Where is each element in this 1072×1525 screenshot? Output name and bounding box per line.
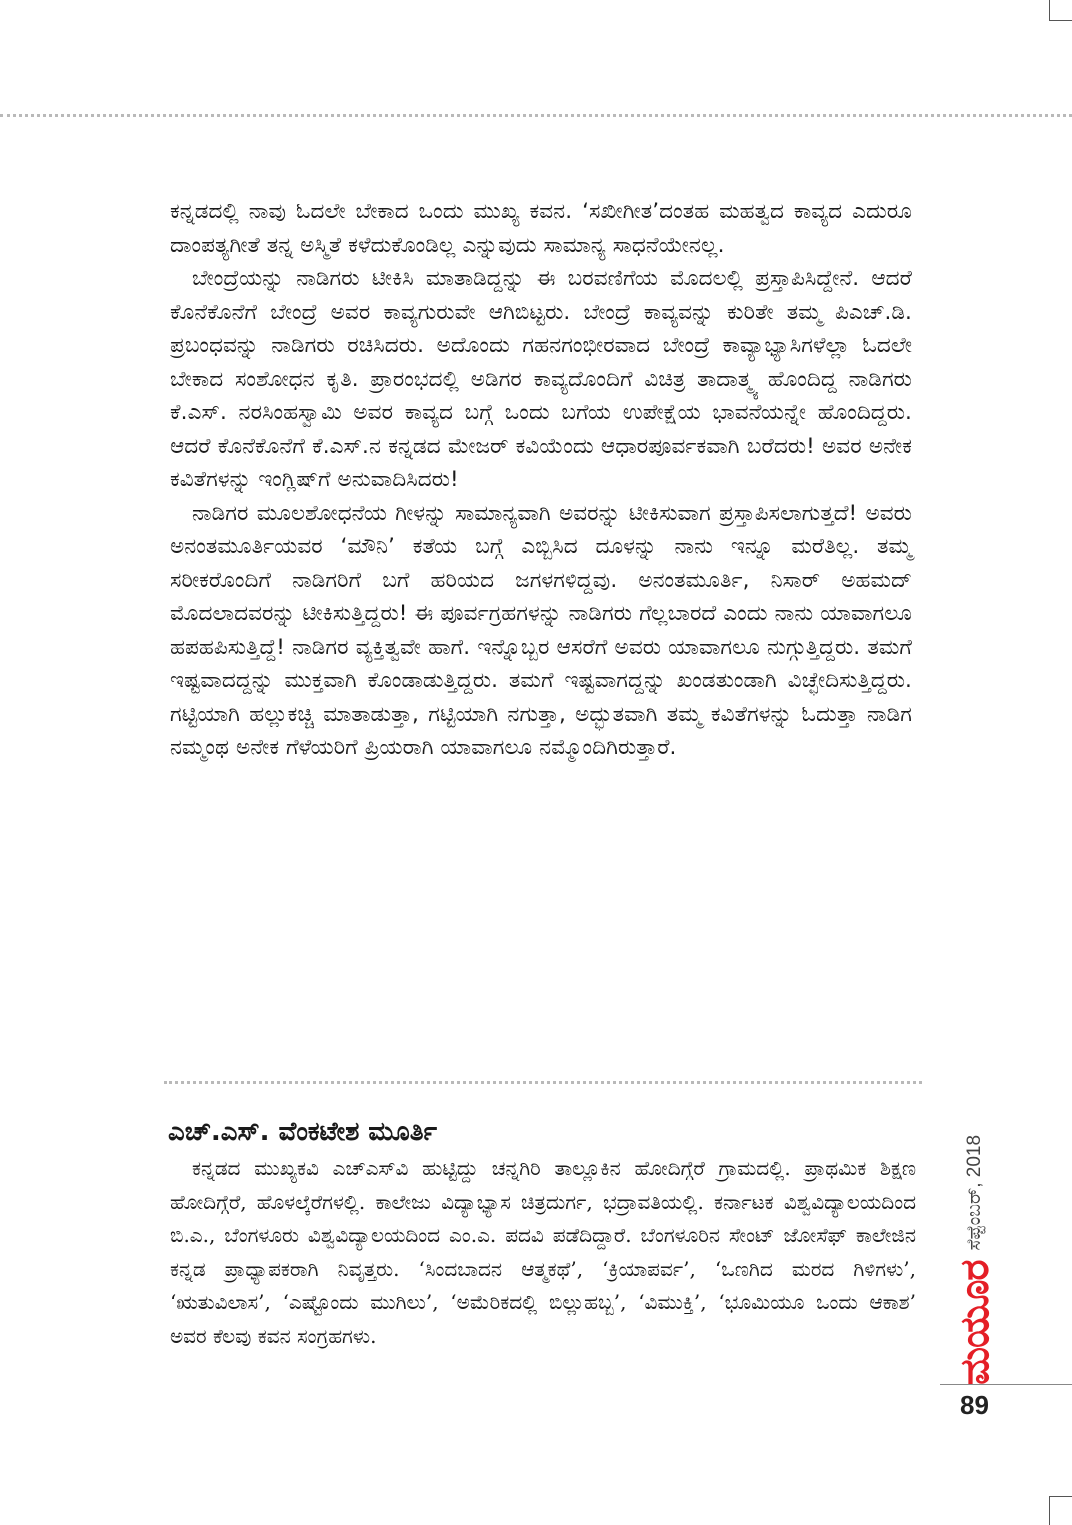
page-number-rule [940, 1384, 1072, 1385]
article-paragraph-1: ಕನ್ನಡದಲ್ಲಿ ನಾವು ಓದಲೇ ಬೇಕಾದ ಒಂದು ಮುಖ್ಯ ಕವನ. ‘ಸಖೀಗೀತ’ದಂತಹ ಮಹತ್ವದ ಕಾವ್ಯದ ಎದುರೂ ದಾಂಪತ್ಯಗೀತೆ ತನ್ನ ಅಸ್ಮಿತೆ ಕಳೆದುಕೊಂಡಿಲ್ಲ ಎನ್ನುವುದು ಸಾಮಾನ್ಯ ಸಾಧನೆಯೇನಲ್ಲ. [170, 199, 912, 258]
article-paragraph-3: ನಾಡಿಗರ ಮೂಲಶೋಧನೆಯ ಗೀಳನ್ನು ಸಾಮಾನ್ಯವಾಗಿ ಅವರನ್ನು ಟೀಕಿಸುವಾಗ ಪ್ರಸ್ತಾಪಿಸಲಾಗುತ್ತದೆ! ಅವರು ಅನಂತಮೂರ್ತಿಯವರ ‘ಮೌನಿ’ ಕತೆಯ ಬಗ್ಗೆ ಎಬ್ಬಿಸಿದ ದೂಳನ್ನು ನಾನು ಇನ್ನೂ ಮರೆತಿಲ್ಲ. ತಮ್ಮ ಸರೀಕರೊಂದಿಗೆ ನಾಡಿಗರಿಗೆ ಬಗೆ ಹರಿಯದ ಜಗಳಗಳಿದ್ದವು. ಅನಂತಮೂರ್ತಿ, ನಿಸಾರ್ ಅಹಮದ್ ಮೊದಲಾದವರನ್ನು ಟೀಕಿಸುತ್ತಿದ್ದರು! ಈ ಪೂರ್ವಗ್ರಹಗಳನ್ನು ನಾಡಿಗರು ಗೆಲ್ಲಬಾರದೆ ಎಂದು ನಾನು ಯಾವಾಗಲೂ ಹಪಹಪಿಸುತ್ತಿದ್ದೆ! ನಾಡಿಗರ ವ್ಯಕ್ತಿತ್ವವೇ ಹಾಗೆ. ಇನ್ನೊಬ್ಬರ ಆಸರೆಗೆ ಅವರು ಯಾವಾಗಲೂ ನುಗ್ಗುತ್ತಿದ್ದರು. ತಮಗೆ ಇಷ್ಟವಾದದ್ದನ್ನು ಮುಕ್ತವಾಗಿ ಕೊಂಡಾಡುತ್ತಿದ್ದರು. ತಮಗೆ ಇಷ್ಟವಾಗದ್ದನ್ನು ಖಂಡತುಂಡಾಗಿ ವಿಚ್ಛೇದಿಸುತ್ತಿದ್ದರು. ಗಟ್ಟಿಯಾಗಿ ಹಲ್ಲುಕಚ್ಚಿ ಮಾತಾಡುತ್ತಾ, ಗಟ್ಟಿಯಾಗಿ ನಗುತ್ತಾ, ಅದ್ಭುತವಾಗಿ ತಮ್ಮ ಕವಿತೆಗಳನ್ನು ಓದುತ್ತಾ ನಾಡಿಗ ನಮ್ಮಂಥ ಅನೇಕ ಗೆಳೆಯರಿಗೆ ಪ್ರಿಯರಾಗಿ ಯಾವಾಗಲೂ ನಮ್ಮೊಂದಿಗಿರುತ್ತಾರೆ. [170, 500, 912, 760]
magazine-sidebar [952, 1085, 998, 1385]
page-number: 89 [960, 1390, 989, 1420]
article-body [170, 195, 912, 765]
author-name: ಎಚ್.ಎಸ್. ವೆಂಕಟೇಶ ಮೂರ್ತಿ [168, 1117, 437, 1147]
article-paragraph-2: ಬೇಂದ್ರೆಯನ್ನು ನಾಡಿಗರು ಟೀಕಿಸಿ ಮಾತಾಡಿದ್ದನ್ನು ಈ ಬರವಣಿಗೆಯ ಮೊದಲಲ್ಲಿ ಪ್ರಸ್ತಾಪಿಸಿದ್ದೇನೆ. ಆದರೆ ಕೊನೆಕೊನೆಗೆ ಬೇಂದ್ರೆ ಅವರ ಕಾವ್ಯಗುರುವೇ ಆಗಿಬಿಟ್ಟರು. ಬೇಂದ್ರೆ ಕಾವ್ಯವನ್ನು ಕುರಿತೇ ತಮ್ಮ ಪಿಎಚ್.ಡಿ. ಪ್ರಬಂಧವನ್ನು ನಾಡಿಗರು ರಚಿಸಿದರು. ಅದೊಂದು ಗಹನಗಂಭೀರವಾದ ಬೇಂದ್ರೆ ಕಾವ್ಯಾಭ್ಯಾಸಿಗಳೆಲ್ಲಾ ಓದಲೇ ಬೇಕಾದ ಸಂಶೋಧನ ಕೃತಿ. ಪ್ರಾರಂಭದಲ್ಲಿ ಅಡಿಗರ ಕಾವ್ಯದೊಂದಿಗೆ ವಿಚಿತ್ರ ತಾದಾತ್ಮ್ಯ ಹೊಂದಿದ್ದ ನಾಡಿಗರು ಕೆ.ಎಸ್. ನರಸಿಂಹಸ್ವಾಮಿ ಅವರ ಕಾವ್ಯದ ಬಗ್ಗೆ ಒಂದು ಬಗೆಯ ಉಪೇಕ್ಷೆಯ ಭಾವನೆಯನ್ನೇ ಹೊಂದಿದ್ದರು. ಆದರೆ ಕೊನೆಕೊನೆಗೆ ಕೆ.ಎಸ್.ನ ಕನ್ನಡದ ಮೇಜರ್ ಕವಿಯೆಂದು ಆಧಾರಪೂರ್ವಕವಾಗಿ ಬರೆದರು! ಅವರ ಅನೇಕ ಕವಿತೆಗಳನ್ನು ಇಂಗ್ಲಿಷ್‌ಗೆ ಅನುವಾದಿಸಿದರು! [170, 266, 912, 492]
crop-mark-top-right [1049, 0, 1072, 21]
author-bio: ಕನ್ನಡದ ಮುಖ್ಯಕವಿ ಎಚ್‌ಎಸ್‌ವಿ ಹುಟ್ಟಿದ್ದು ಚನ್ನಗಿರಿ ತಾಲ್ಲೂಕಿನ ಹೋದಿಗ್ಗೆರೆ ಗ್ರಾಮದಲ್ಲಿ. ಪ್ರಾಥಮಿಕ ಶಿಕ್ಷಣ ಹೋದಿಗ್ಗೆರೆ, ಹೊಳಲ್ಕೆರೆಗಳಲ್ಲಿ. ಕಾಲೇಜು ವಿದ್ಯಾಭ್ಯಾಸ ಚಿತ್ರದುರ್ಗ, ಭದ್ರಾವತಿಯಲ್ಲಿ. ಕರ್ನಾಟಕ ವಿಶ್ವವಿದ್ಯಾಲಯದಿಂದ ಬಿ.ಎ., ಬೆಂಗಳೂರು ವಿಶ್ವವಿದ್ಯಾಲಯದಿಂದ ಎಂ.ಎ. ಪದವಿ ಪಡೆದಿದ್ದಾರೆ. ಬೆಂಗಳೂರಿನ ಸೇಂಟ್ ಜೋಸೆಫ್ ಕಾಲೇಜಿನ ಕನ್ನಡ ಪ್ರಾಧ್ಯಾಪಕರಾಗಿ ನಿವೃತ್ತರು. ‘ಸಿಂದಬಾದನ ಆತ್ಮಕಥೆ’, ‘ಕ್ರಿಯಾಪರ್ವ’, ‘ಒಣಗಿದ ಮರದ ಗಿಳಿಗಳು’, ‘ಋತುವಿಲಾಸ’, ‘ಎಷ್ಟೊಂದು ಮುಗಿಲು’, ‘ಅಮೆರಿಕದಲ್ಲಿ ಬಿಲ್ಲುಹಬ್ಬ’, ‘ವಿಮುಕ್ತಿ’, ‘ಭೂಮಿಯೂ ಒಂದು ಆಕಾಶ’ ಅವರ ಕೆಲವು ಕವನ ಸಂಗ್ರಹಗಳು. [170, 1156, 916, 1348]
issue-date: ಸೆಪ್ಟೆಂಬರ್, 2018 [964, 1134, 985, 1251]
crop-mark-bottom-right [1049, 1496, 1072, 1525]
magazine-logo: ಮಯೂರ [952, 1260, 998, 1385]
dotted-divider-top [0, 114, 1072, 117]
dotted-divider-bio [164, 1081, 922, 1084]
